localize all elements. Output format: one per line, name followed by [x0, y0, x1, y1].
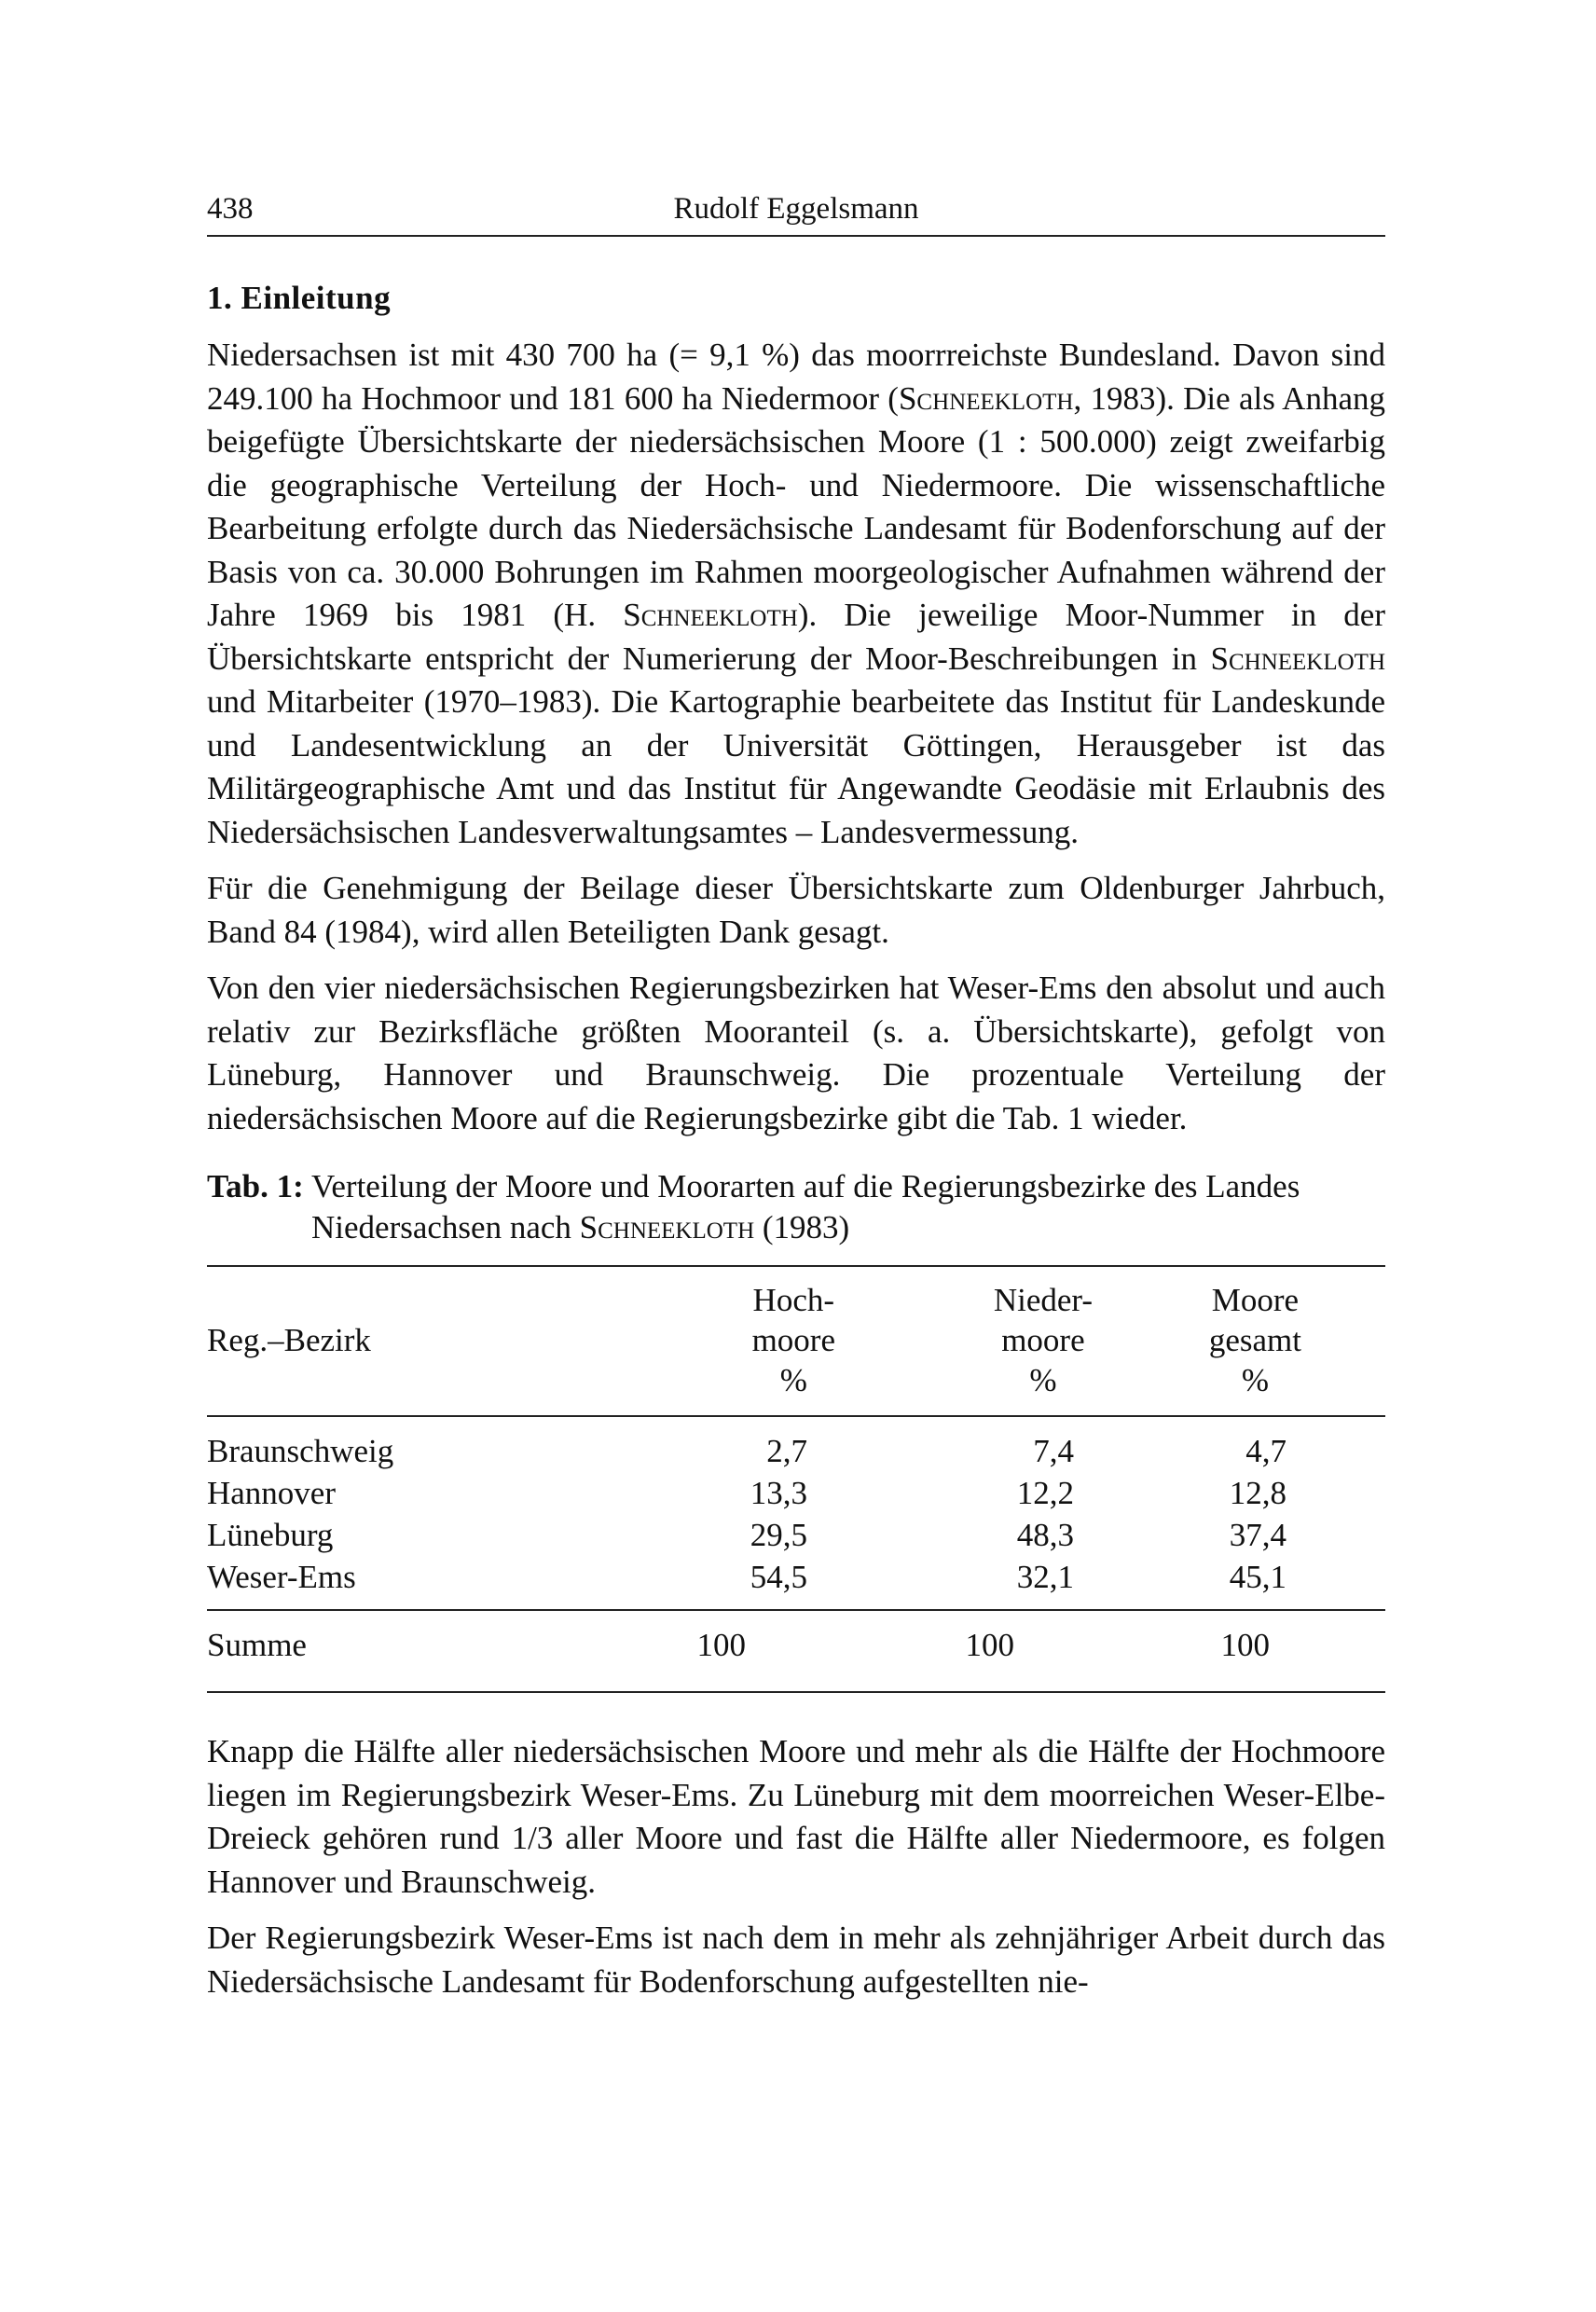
cell-niedermoore: 12,2 — [1016, 1475, 1074, 1511]
table-bottom-rule — [207, 1691, 1385, 1693]
paragraph-1-text-a: Niedersachsen ist mit 430 700 ha (= 9,1 %) das moorrreichste Bundesland. Davon sind 249.100 ha Hochmoor und 181 600 ha Niedermoor ( — [207, 337, 1385, 417]
cell-gesamt: 37,4 — [1229, 1517, 1286, 1553]
section-heading: 1. Einleitung — [207, 280, 392, 316]
cell-niedermoore: 7,4 — [1033, 1433, 1074, 1469]
moor-distribution-table — [207, 1267, 1385, 1691]
row-region: Braunschweig — [207, 1433, 394, 1469]
sum-niedermoore: 100 — [965, 1627, 1014, 1663]
header-niedermoore-line2: moore — [1001, 1322, 1085, 1358]
cell-gesamt: 45,1 — [1229, 1559, 1286, 1595]
caption-author-smallcaps: Schneekloth — [579, 1209, 755, 1245]
table-header-rule — [207, 1415, 1385, 1417]
table-caption — [207, 1166, 1385, 1248]
caption-text-b: (1983) — [754, 1209, 850, 1245]
header-hochmoore-unit: % — [779, 1362, 807, 1398]
cell-gesamt: 12,8 — [1229, 1475, 1286, 1511]
paragraph-1-text-b: , 1983). Die als Anhang beigefügte Übersichtskarte der niedersächsischen Moore (1 : 500.000) zeigt zweifarbig die geographische Verteilung der Hoch- und Niedermoore. Die wissenschaftliche Bearbeitung erfolgte durch das Niedersächsische Landesamt für Bodenforschung auf der Basis von ca. 30.000 Bohrungen im Rahmen moorgeologischer Aufnahmen während der Jahre 1969 bis 1981 (H. — [207, 379, 1385, 633]
cell-gesamt: 4,7 — [1245, 1433, 1286, 1469]
header-niedermoore-line1: Nieder- — [993, 1282, 1093, 1318]
header-moore-gesamt — [1074, 1267, 1385, 1415]
row-region: Weser-Ems — [207, 1559, 356, 1595]
running-head — [207, 186, 1385, 235]
running-title: Rudolf Eggelsmann — [673, 192, 919, 226]
author-name-smallcaps: Schneekloth — [1210, 640, 1385, 677]
page-number: 438 — [207, 192, 254, 226]
cell-niedermoore: 32,1 — [1016, 1559, 1074, 1595]
table-row — [207, 1556, 1385, 1609]
paragraph-4: Knapp die Hälfte aller niedersächsischen Moore und mehr als die Hälfte der Hochmoore liegen im Regierungsbezirk Weser-Ems. Zu Lüneburg mit dem moorreichen Weser-Elbe-Dreieck gehören rund 1/3 aller Moore und fast die Hälfte aller Niedermoore, es folgen Hannover und Braunschweig. — [207, 1733, 1385, 1900]
header-hochmoore-line2: moore — [751, 1322, 835, 1358]
header-gesamt-unit: % — [1241, 1362, 1269, 1398]
author-name-smallcaps: Schneekloth — [898, 379, 1074, 417]
paragraph-1-text-c: ). Die jeweilige Moor-Nummer in der Übersichtskarte entspricht der Numerierung der Moor-Beschreibungen in — [207, 597, 1385, 677]
table-caption-text — [311, 1166, 1385, 1248]
cell-hochmoore: 54,5 — [750, 1559, 807, 1595]
paragraph-1 — [207, 334, 1385, 854]
header-rule — [207, 235, 1385, 237]
caption-text-a: Verteilung der Moore und Moorarten auf die Regierungsbezirke des Landes Niedersachsen nach — [311, 1168, 1300, 1245]
header-region — [207, 1267, 598, 1415]
author-name-smallcaps: Schneekloth — [623, 597, 798, 633]
header-hochmoore — [598, 1267, 835, 1415]
header-gesamt-line1: Moore — [1211, 1282, 1300, 1318]
sum-hochmoore: 100 — [696, 1627, 746, 1663]
table-caption-label: Tab. 1: — [207, 1168, 304, 1204]
header-region-label: Reg.–Bezirk — [207, 1321, 371, 1358]
header-niedermoore — [807, 1267, 1093, 1415]
cell-hochmoore: 13,3 — [750, 1475, 807, 1511]
cell-niedermoore: 48,3 — [1016, 1517, 1074, 1553]
cell-hochmoore: 2,7 — [766, 1433, 807, 1469]
table-row — [207, 1472, 1385, 1514]
cell-hochmoore: 29,5 — [750, 1517, 807, 1553]
paragraph-3: Von den vier niedersächsischen Regierungsbezirken hat Weser-Ems den absolut und auch relativ zur Bezirksfläche größten Mooranteil (s. a. Übersichtskarte), gefolgt von Lüneburg, Hannover und Braunschweig. Die prozentuale Verteilung der niedersächsischen Moore auf die Regierungsbezirke gibt die Tab. 1 wieder. — [207, 970, 1385, 1136]
paragraph-1-text-d: und Mitarbeiter (1970–1983). Die Kartographie bearbeitete das Institut für Landeskunde und Landesentwicklung an der Universität Göttingen, Herausgeber ist das Militärgeographische Amt und das Institut für Angewandte Geodäsie mit Erlaubnis des Niedersächsischen Landesverwaltungsamtes – Landesvermessung. — [207, 683, 1385, 850]
row-region: Lüneburg — [207, 1517, 334, 1553]
paragraph-2: Für die Genehmigung der Beilage dieser Übersichtskarte zum Oldenburger Jahrbuch, Band 84 (1984), wird allen Beteiligten Dank gesagt. — [207, 870, 1385, 950]
table-row — [207, 1514, 1385, 1556]
sum-label: Summe — [207, 1627, 307, 1663]
row-region: Hannover — [207, 1475, 337, 1511]
header-niedermoore-unit: % — [1029, 1362, 1057, 1398]
document-page — [207, 186, 1385, 2016]
header-hochmoore-line1: Hoch- — [752, 1282, 835, 1318]
sum-gesamt: 100 — [1220, 1627, 1270, 1663]
paragraph-5: Der Regierungsbezirk Weser-Ems ist nach dem in mehr als zehnjähriger Arbeit durch das Niedersächsische Landesamt für Bodenforschung aufgestellten nie- — [207, 1920, 1385, 2000]
table-header-row — [207, 1267, 1385, 1415]
table-row — [207, 1430, 1385, 1472]
header-gesamt-line2: gesamt — [1208, 1322, 1301, 1358]
table-sum-row — [207, 1611, 1385, 1691]
